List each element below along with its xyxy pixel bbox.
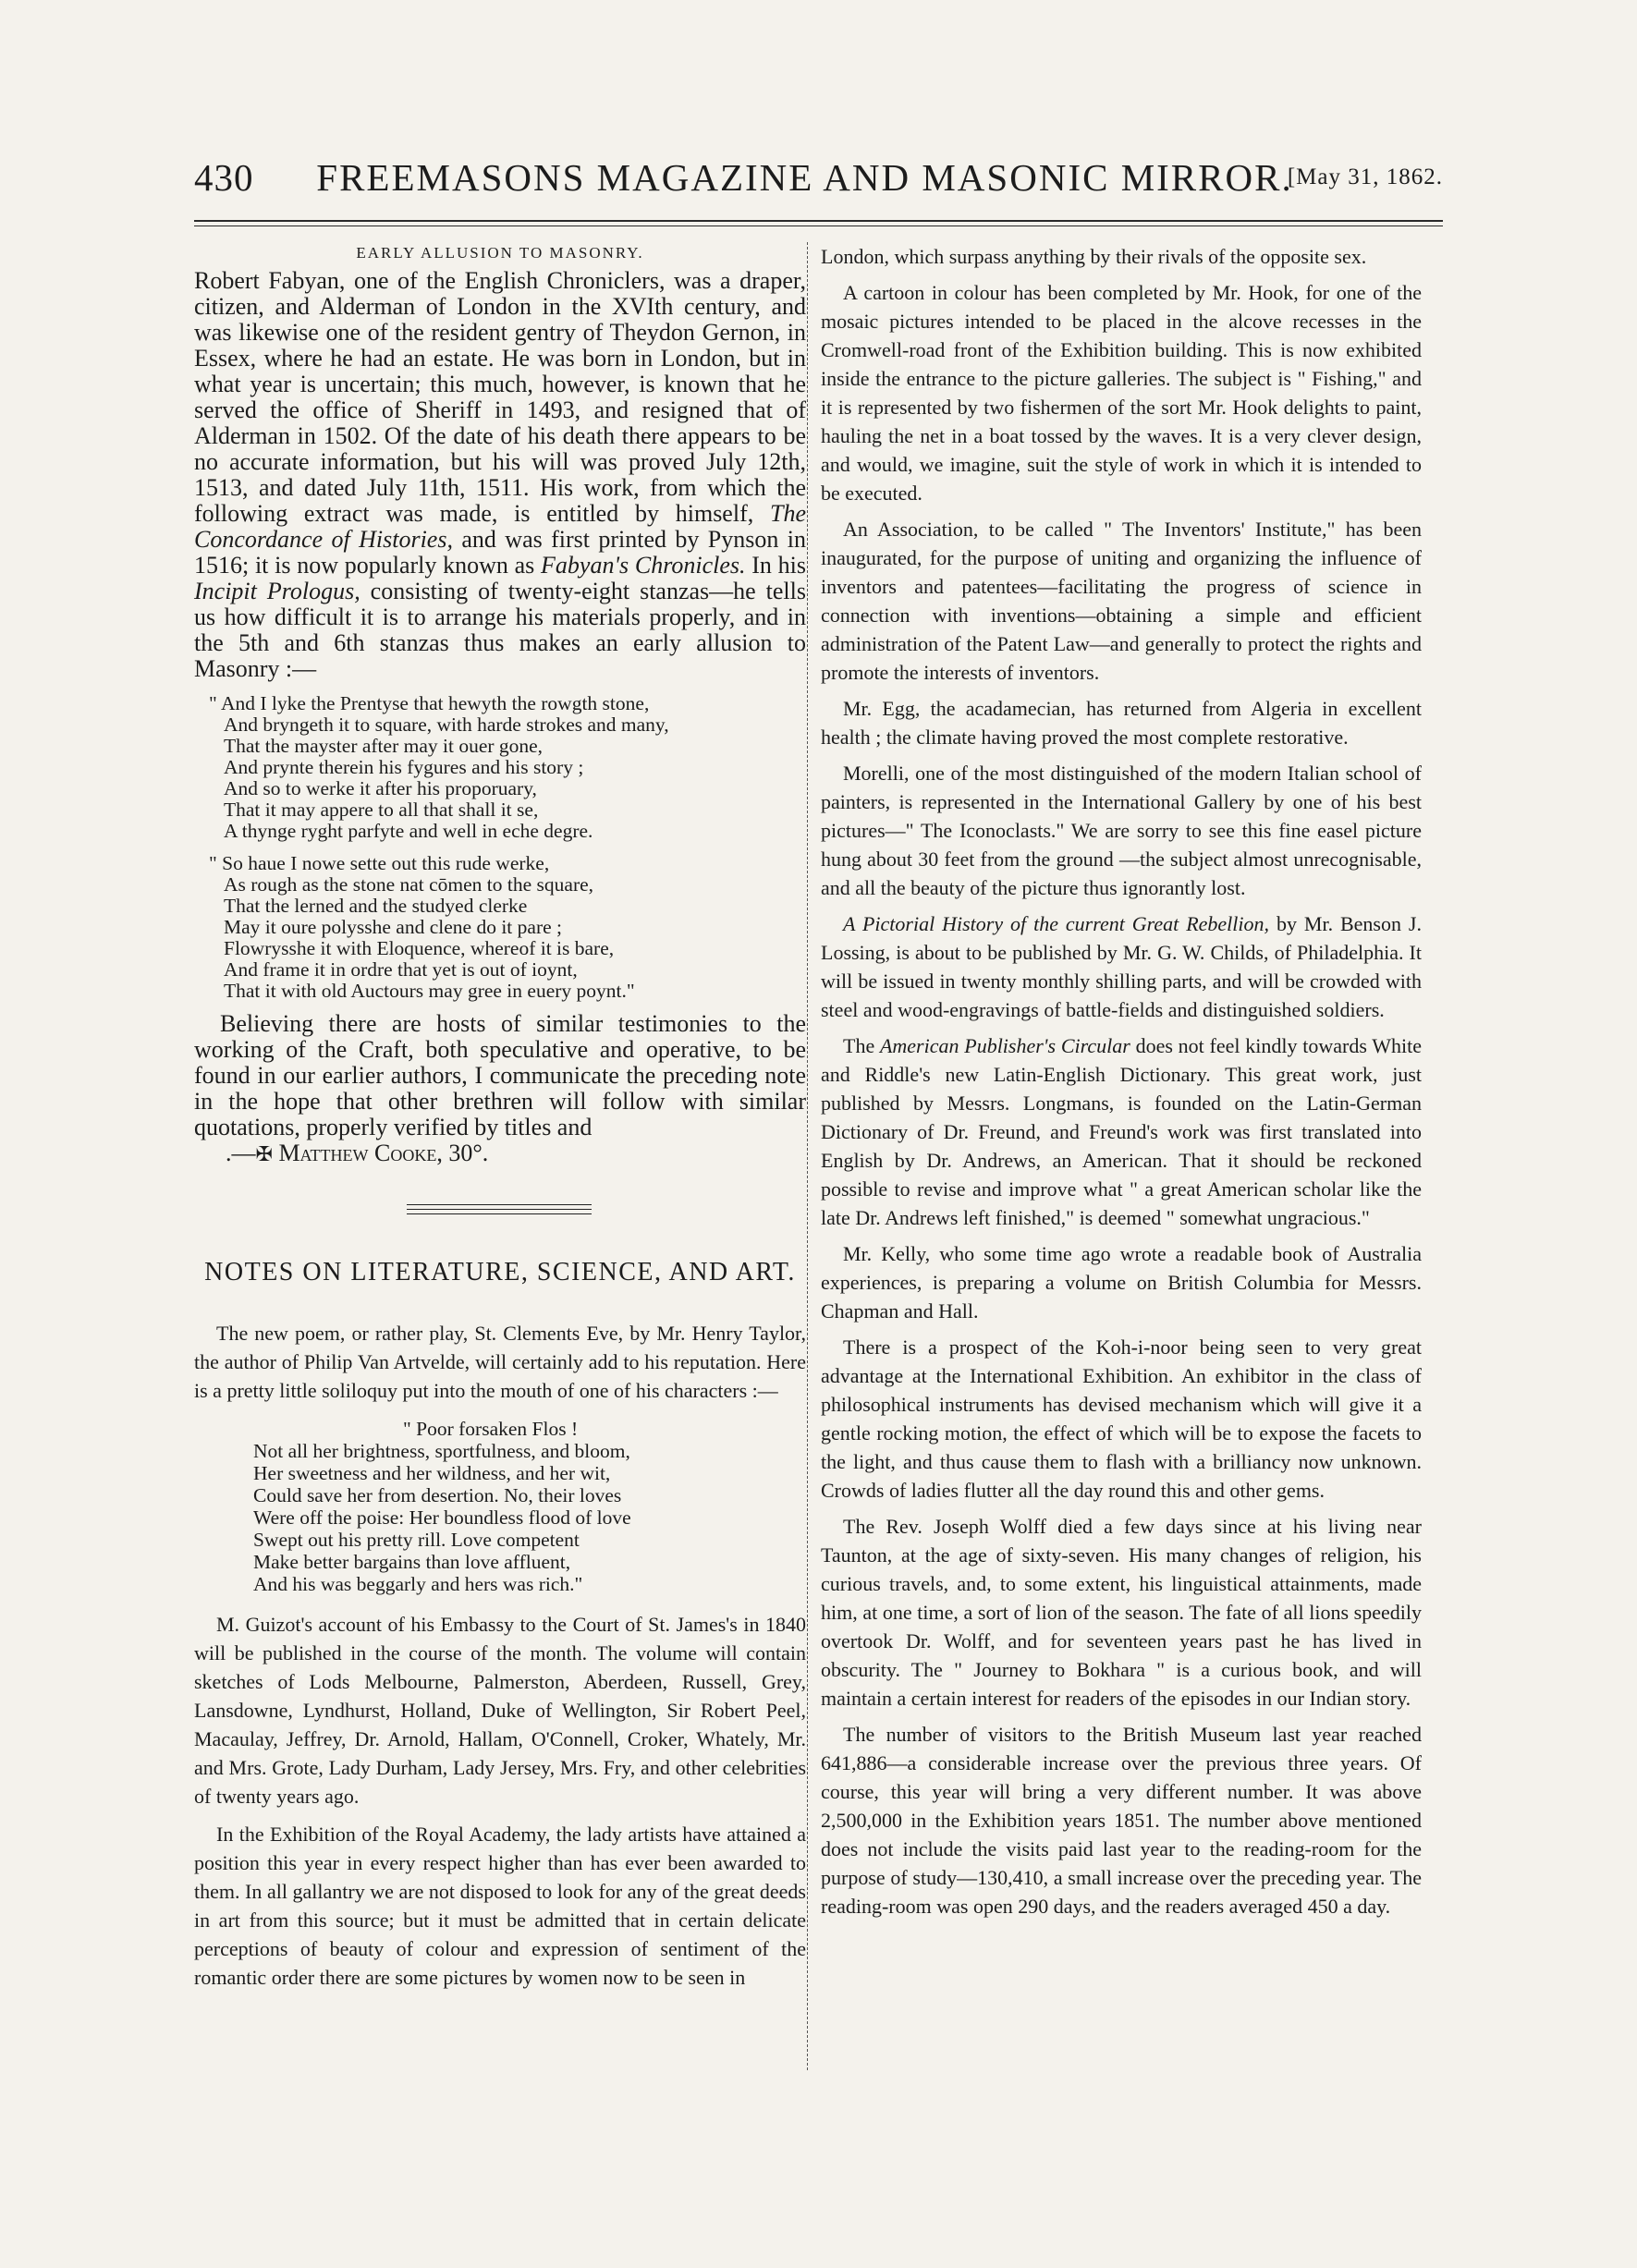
masonic-cross-icon: ✠	[255, 1142, 273, 1165]
text-run: does not feel kindly towards White and Riddle's new Latin-English Dictionary. This great work, just published by Messrs. Longmans, is founded on the Latin-German Dictionary of Dr. Freund, and Freund's work was first translated into English by Dr. Andrews, an American. That it should be reckoned possible to revise and improve what " a great American scholar like the late Dr. Andrews left finished," is deemed " somewhat ungracious."	[821, 1034, 1423, 1229]
text-run: Robert Fabyan, one of the English Chroniclers, was a draper, citizen, and Alderman of London in the XVIth century, and was likewise one of the resident gentry of Theydon Gernon, in Essex, where he had an estate. He was born in London, but in what year is uncertain; this much, however, is known that he served the office of Sheriff in 1493, and resigned that of Alderman in 1502. Of the date of his death there appears to be no accurate information, but his will was proved July 12th, 1513, and dated July 11th, 1511. His work, from which the following extract was made, is entitled by himself,	[194, 267, 806, 527]
notes-paragraph: The number of visitors to the British Museum last year reached 641,886—a considerable increase over the previous three years. Of course, this year will bring a very different number. It was above 2,500,000 in the Exhibition years 1851. The number above mentioned does not include the visits paid last year to the reading-room for the purpose of study—130,410, a small increase over the preceding year. The reading-room was open 290 days, and the readers averaged 450 a day.	[821, 1723, 1422, 1918]
verse-line: " And I lyke the Prentyse that hewyth the rowgth stone,	[209, 692, 650, 714]
verse-line: Make better bargains than love affluent,	[253, 1551, 571, 1573]
verse-line: Could save her from desertion. No, their loves	[253, 1484, 622, 1506]
notes-paragraph: Mr. Egg, the acadamecian, has returned from Algeria in excellent health ; the climate having proved the most complete restorative.	[821, 697, 1422, 749]
signature	[194, 1140, 806, 1167]
notes-paragraph: The new poem, or rather play, St. Clements Eve, by Mr. Henry Taylor, the author of Philip Van Artvelde, will certainly add to his reputation. Here is a pretty little soliloquy put into the mouth of one of his characters :—	[194, 1322, 806, 1402]
notes-paragraph	[821, 909, 1422, 1024]
page-number: 430	[194, 156, 254, 199]
verse-line: Swept out his pretty rill. Love competent	[253, 1529, 580, 1551]
text-run: consisting of twenty-eight stanzas—he tells us how difficult it is to arrange his materials properly, and in the 5th and 6th stanzas thus makes an early allusion to Masonry :—	[194, 578, 807, 682]
verse-stanza	[209, 853, 806, 1002]
book-title: Fabyan's Chronicles.	[541, 552, 746, 579]
text-run: The	[843, 1034, 880, 1057]
verse-line: " So haue I nowe sette out this rude werke,	[209, 852, 550, 874]
notes-paragraph: An Association, to be called " The Inventors' Institute," has been inaugurated, for the purpose of uniting and organizing the influence of inventors and patentees—facilitating the progress of science in connection with inventions—obtaining a simple and efficient administration of the Patent Law—and generally to protect the rights and promote the interests of inventors.	[821, 518, 1422, 684]
verse-line: That the mayster after may it ouer gone,	[224, 735, 544, 757]
text-run: by Mr. Benson J. Lossing, is about to be published by Mr. G. W. Childs, of Philadelphia. It will be issued in twenty monthly shilling parts, and will be crowded with steel and wood-engravings of battle-fields and distinguished soldiers.	[821, 912, 1422, 1021]
notes-paragraph: M. Guizot's account of his Embassy to the Court of St. James's in 1840 will be published in the course of the month. The volume will contain sketches of Lods Melbourne, Palmerston, Aberdeen, Russell, Grey, Lansdowne, Lyndhurst, Holland, Duke of Wellington, Sir Robert Peel, Macaulay, Jeffrey, Dr. Arnold, Hallam, O'Connell, Croker, Whately, Mr. and Mrs. Grote, Lady Durham, Lady Jersey, Mrs. Fry, and other celebrities of twenty years ago.	[194, 1613, 806, 1808]
verse-line: And bryngeth it to square, with harde strokes and many,	[224, 713, 669, 736]
book-title: The Concordance of Histories,	[194, 500, 806, 553]
verse-line: Were off the poise: Her boundless flood of love	[253, 1506, 631, 1529]
verse-line: That it with old Auctours may gree in euery poynt."	[224, 980, 635, 1002]
verse-line: And frame it in ordre that yet is out of ioynt,	[224, 958, 578, 981]
article-paragraph	[194, 268, 806, 682]
left-column	[194, 242, 806, 1992]
notes-paragraph: London, which surpass anything by their rivals of the opposite sex.	[821, 245, 1367, 268]
verse-line: And so to werke it after his proporuary,	[224, 777, 537, 799]
signature-prefix: .—	[226, 1140, 256, 1166]
section-heading: NOTES ON LITERATURE, SCIENCE, AND ART.	[204, 1258, 796, 1286]
running-header	[194, 155, 1443, 211]
article-title: EARLY ALLUSION TO MASONRY.	[356, 244, 644, 262]
verse-line: A thynge ryght parfyte and well in eche degre.	[224, 820, 593, 842]
column-divider	[807, 242, 808, 2070]
text-run: In his	[745, 552, 807, 579]
verse-line: May it oure polysshe and clene do it pare ;	[224, 916, 562, 938]
section-divider	[194, 1204, 806, 1217]
verse-line: And his was beggarly and hers was rich."	[253, 1573, 583, 1595]
signature-name: Matthew Cooke, 30°.	[278, 1140, 489, 1166]
verse-line: Her sweetness and her wildness, and her wit,	[253, 1462, 611, 1484]
verse-soliloquy	[253, 1418, 806, 1595]
book-title: American Publisher's Circular	[879, 1034, 1130, 1057]
right-column	[821, 242, 1422, 1928]
journal-title: FREEMASONS MAGAZINE AND MASONIC MIRROR.	[316, 156, 1293, 199]
verse-line: That it may appere to all that shall it se,	[224, 799, 539, 821]
verse-line: And prynte therein his fygures and his story ;	[224, 756, 584, 778]
issue-date: [May 31, 1862.	[1287, 165, 1443, 189]
notes-paragraph: Mr. Kelly, who some time ago wrote a readable book of Australia experiences, is preparing a volume on British Columbia for Messrs. Chapman and Hall.	[821, 1242, 1422, 1323]
verse-line: That the lerned and the studyed clerke	[224, 895, 528, 917]
notes-paragraph: The Rev. Joseph Wolff died a few days since at his living near Taunton, at the age of sixty-seven. His many changes of religion, his curious travels, and, to some extent, his linguistical attainments, made him, at one time, a sort of lion of the season. The fate of all lions speedily overtook Dr. Wolff, and for seventeen years past he has lived in obscurity. The " Journey to Bokhara " is a curious book, and will maintain a certain interest for readers of the episodes in our Indian story.	[821, 1515, 1422, 1710]
verse-line: Flowrysshe it with Eloquence, whereof it is bare,	[224, 937, 615, 959]
book-title: A Pictorial History of the current Great Rebellion,	[843, 912, 1270, 935]
closing-paragraph: Believing there are hosts of similar testimonies to the working of the Craft, both speculative and operative, to be found in our earlier authors, I communicate the preceding note in the hope that other brethren will follow with similar quotations, properly verified by titles and	[194, 1010, 806, 1140]
verse-line: As rough as the stone nat cōmen to the square,	[224, 873, 594, 896]
verse-line: " Poor forsaken Flos !	[403, 1418, 579, 1440]
notes-paragraph: A cartoon in colour has been completed by Mr. Hook, for one of the mosaic pictures intended to be placed in the alcove recesses in the Cromwell-road front of the Exhibition building. This is now exhibited inside the entrance to the picture galleries. The subject is " Fishing," and it is represented by two fishermen of the sort Mr. Hook delights to paint, hauling the net in a boat tossed by the waves. It is a very clever design, and would, we imagine, suit the style of work in which it is intended to be executed.	[821, 281, 1422, 505]
notes-paragraph: There is a prospect of the Koh-i-noor being seen to very great advantage at the International Exhibition. An exhibitor in the class of philosophical instruments has devised mechanism which will give it a gentle rocking motion, the effect of which will be to expose the facets to the light, and thus cause them to flash with a brilliancy now unknown. Crowds of ladies flutter all the day round this and other gems.	[821, 1335, 1422, 1502]
header-rule	[194, 220, 1443, 222]
notes-paragraph: In the Exhibition of the Royal Academy, the lady artists have attained a position this year in every respect higher than has ever been awarded to them. In all gallantry we are not disposed to look for any of the great deeds in art from this source; but it must be admitted that in certain delicate perceptions of beauty of colour and expression of sentiment of the romantic order there are some pictures by women now to be seen in	[194, 1823, 806, 1989]
text-run: and was first printed by Pynson in 1516; it is now popularly known as	[194, 526, 806, 579]
notes-paragraph: Morelli, one of the most distinguished of the modern Italian school of painters, is represented in the International Gallery by one of his best pictures—" The Iconoclasts." We are sorry to see this fine easel picture hung about 30 feet from the ground —the subject almost unrecognisable, and all the beauty of the picture thus ignorantly lost.	[821, 762, 1422, 899]
verse-stanza	[209, 693, 806, 842]
notes-paragraph	[821, 1031, 1422, 1232]
verse-line: Not all her brightness, sportfulness, and bloom,	[253, 1440, 630, 1462]
book-title: Incipit Prologus,	[194, 578, 360, 604]
